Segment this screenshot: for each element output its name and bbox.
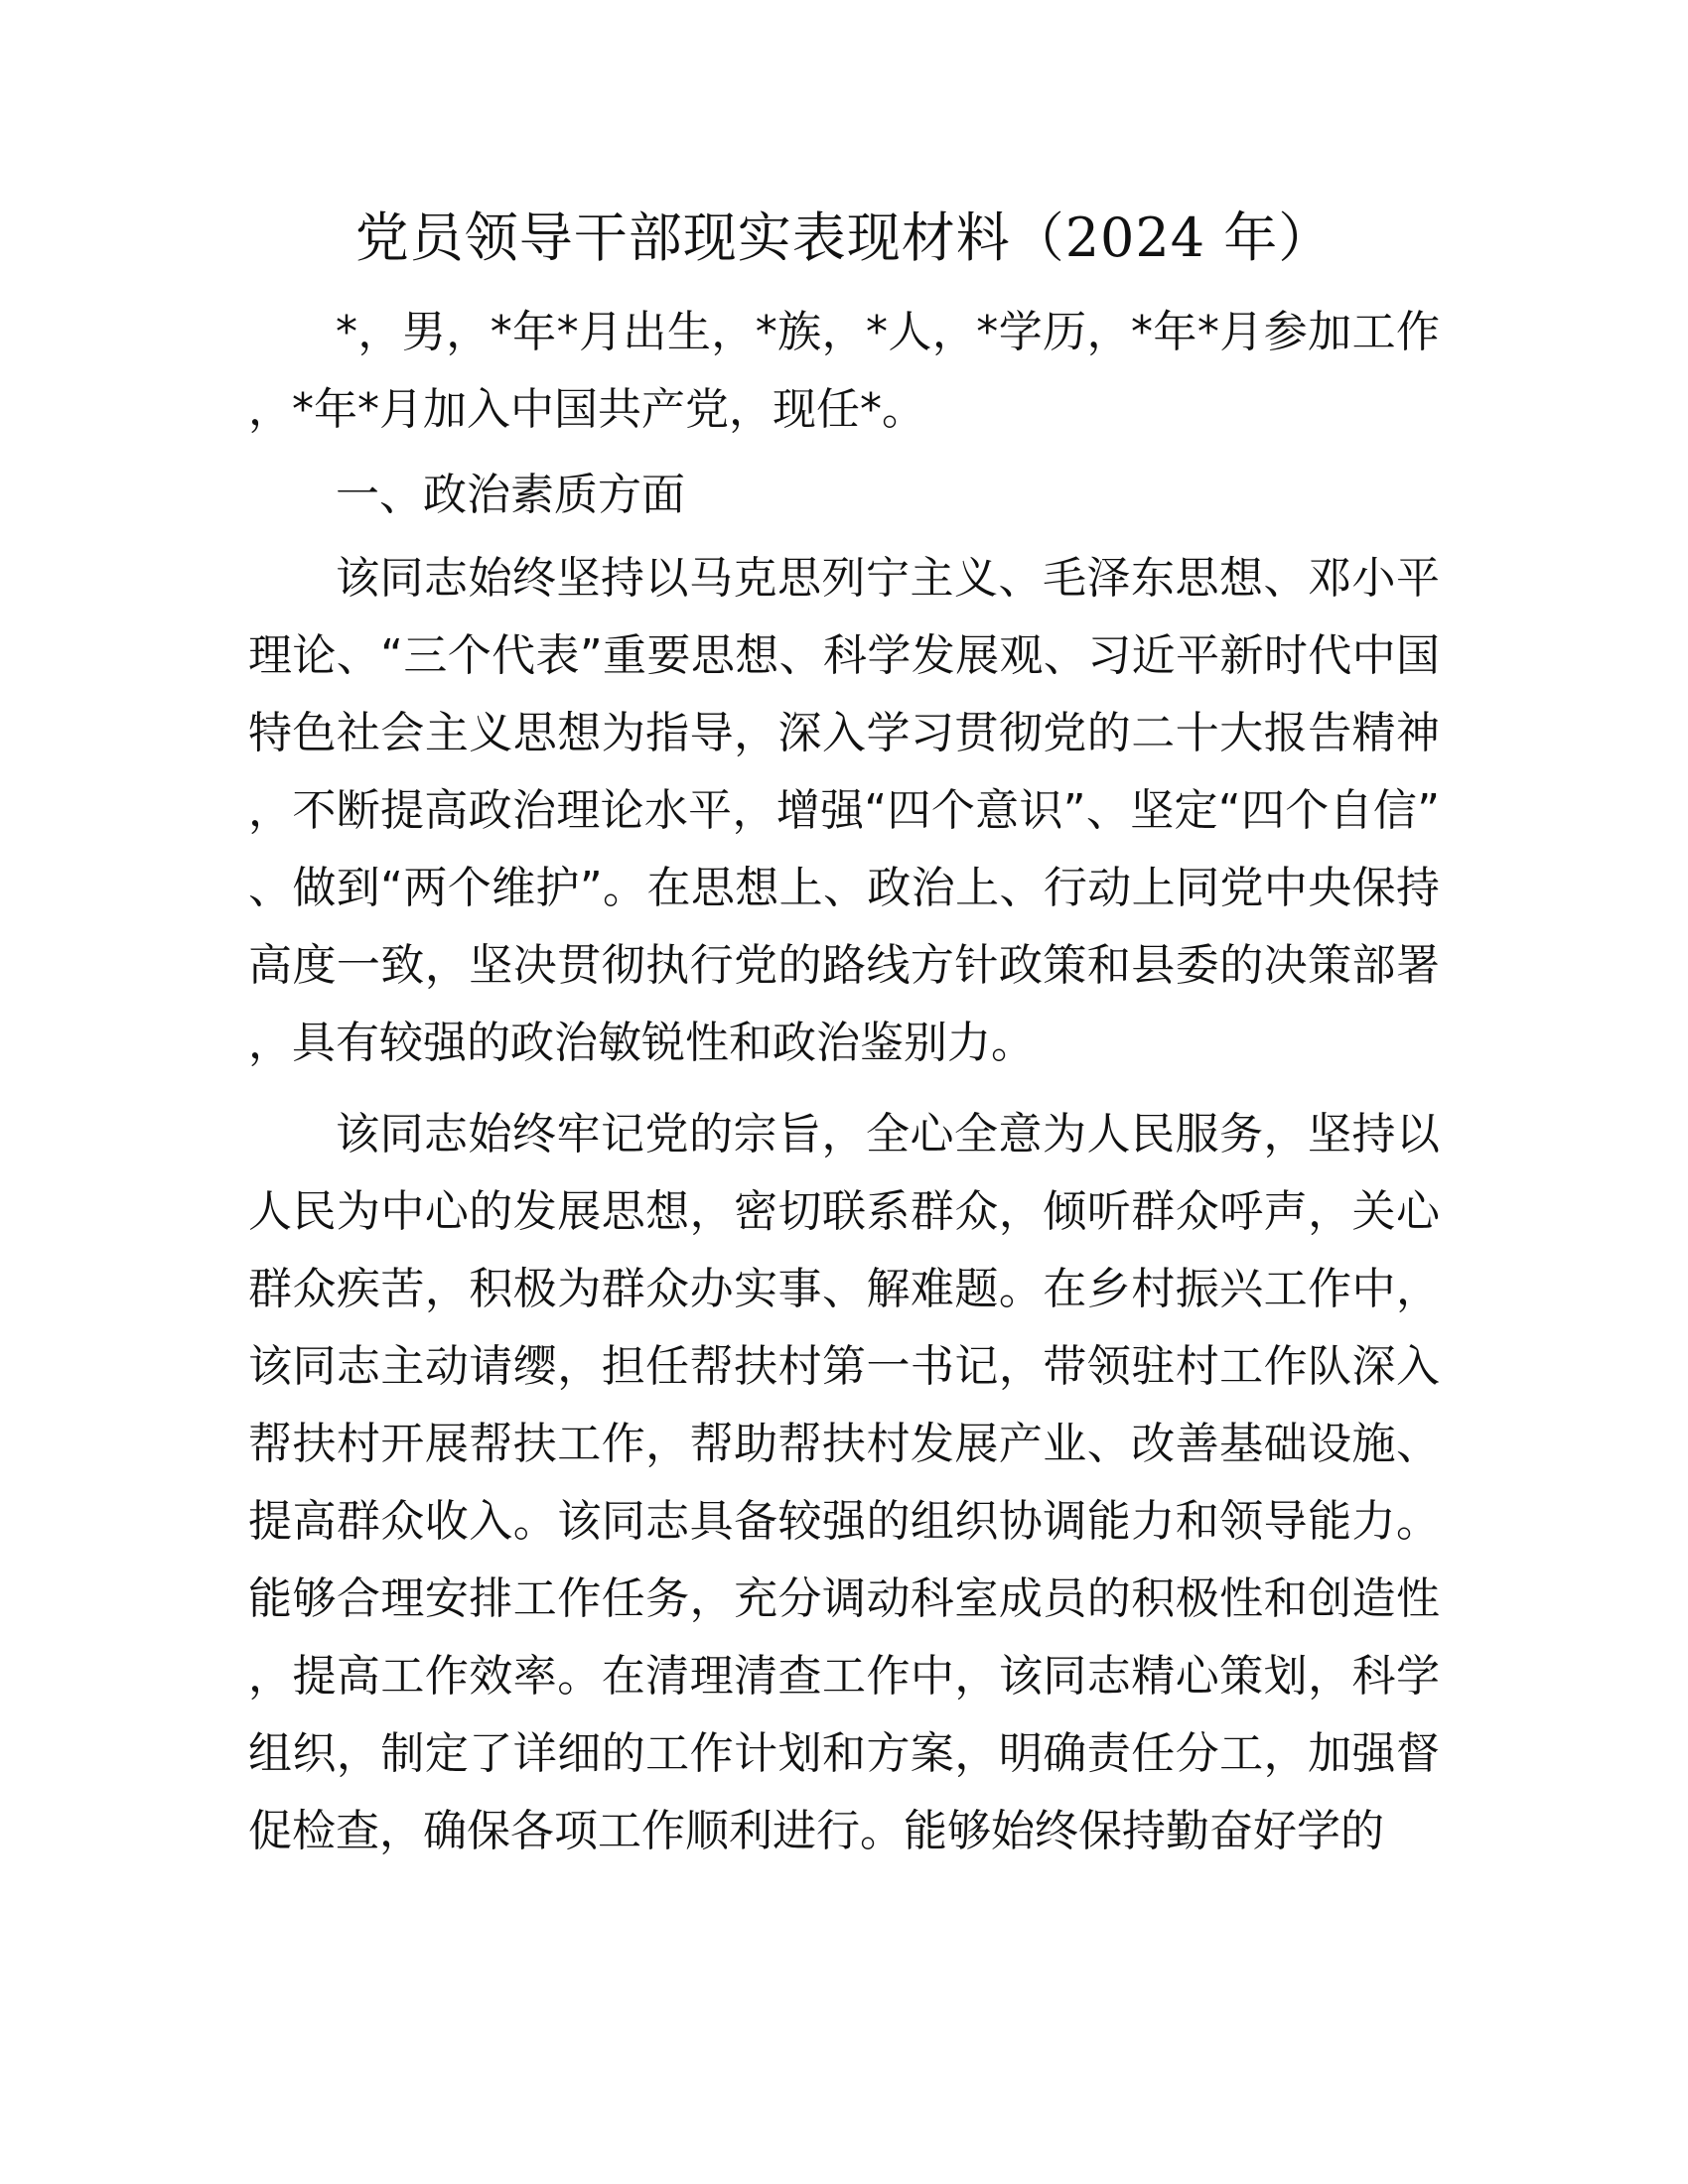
body-paragraph-2: 该同志始终牢记党的宗旨，全心全意为人民服务，坚持以人民为中心的发展思想，密切联系群众，倾听群众呼声，关心群众疾苦，积极为群众办实事、解难题。在乡村振兴工作中，该同志主动请缨，担任帮扶村第一书记，带领驻村工作队深入帮扶村开展帮扶工作，帮助帮扶村发展产业、改善基础设施、提高群众收入。该同志具备较强的组织协调能力和领导能力。能够合理安排工作任务，充分调动科室成员的积极性和创造性，提高工作效率。在清理清查工作中，该同志精心策划，科学组织，制定了详细的工作计划和方案，明确责任分工，加强督促检查，确保各项工作顺利进行。能够始终保持勤奋好学的: [248, 1109, 1440, 1856]
intro-paragraph: *，男，*年*月出生，*族，*人，*学历，*年*月参加工作，*年*月加入中国共产党，现任*。: [248, 307, 1440, 435]
document-body: [248, 294, 1440, 1870]
section-heading-political-quality: 一、政治素质方面: [336, 470, 685, 520]
document-title: 党员领导干部现实表现材料（2024 年）: [354, 206, 1334, 269]
body-paragraph-1: 该同志始终坚持以马克思列宁主义、毛泽东思想、邓小平理论、“三个代表”重要思想、科学发展观、习近平新时代中国特色社会主义思想为指导，深入学习贯彻党的二十大报告精神，不断提高政治理论水平，增强“四个意识”、坚定“四个自信”、做到“两个维护”。在思想上、政治上、行动上同党中央保持高度一致，坚决贯彻执行党的路线方针政策和县委的决策部署，具有较强的政治敏锐性和政治鉴别力。: [248, 553, 1440, 1068]
